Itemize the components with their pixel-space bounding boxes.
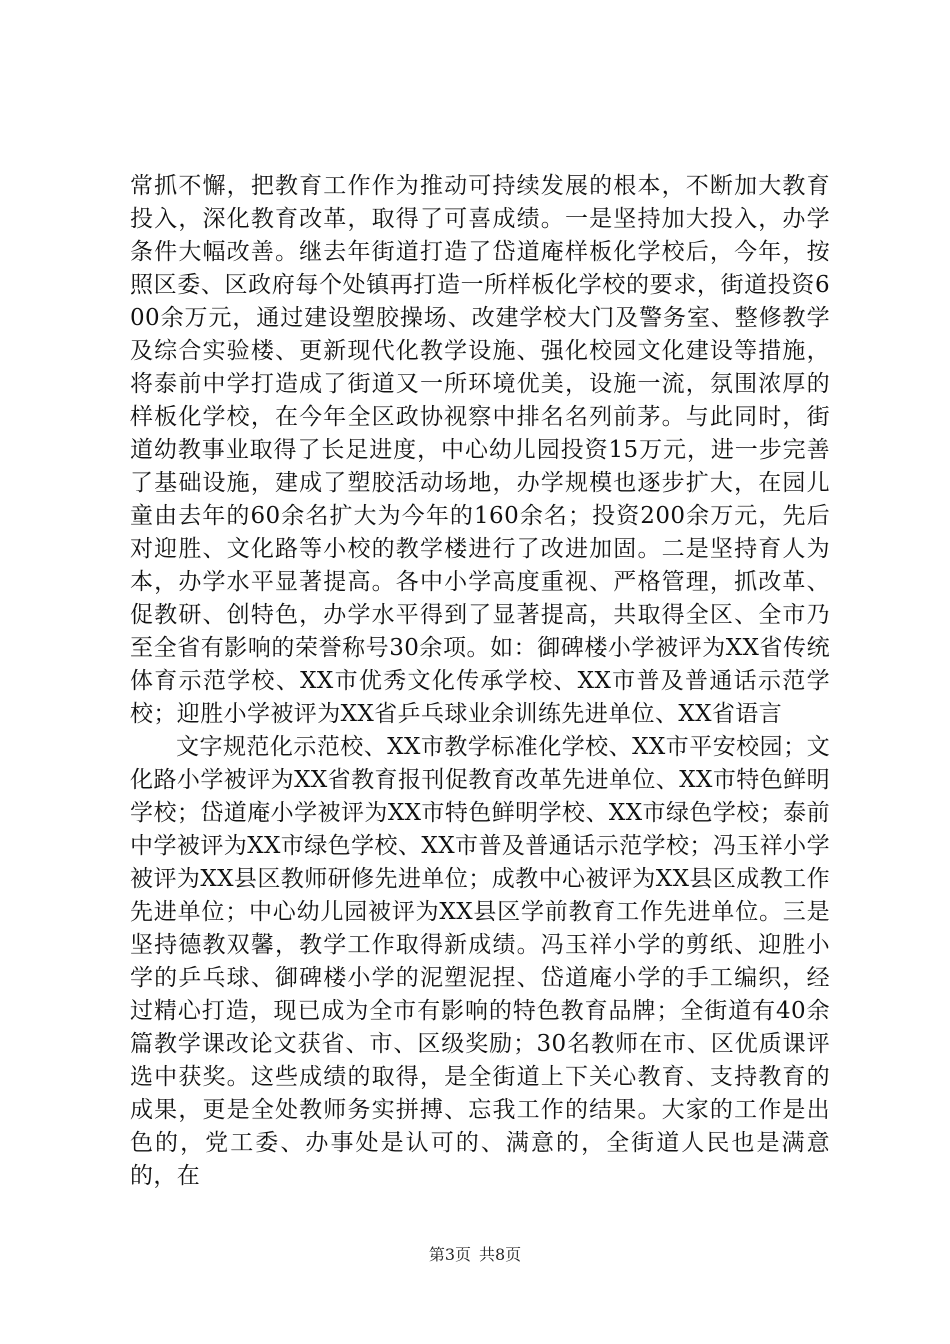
document-body — [130, 170, 830, 1193]
page-total: 共8页 — [479, 1245, 522, 1264]
paragraph-1: 常抓不懈，把教育工作作为推动可持续发展的根本，不断加大教育投入，深化教育改革，取得了可喜成绩。一是坚持加大投入，办学条件大幅改善。继去年街道打造了岱道庵样板化学校后，今年，按照区委、区政府每个处镇再打造一所样板化学校的要求，街道投资600余万元，通过建设塑胶操场、改建学校大门及警务室、整修教学及综合实验楼、更新现代化教学设施、强化校园文化建设等措施，将泰前中学打造成了街道又一所环境优美，设施一流，氛围浓厚的样板化学校，在今年全区政协视察中排名名列前茅。与此同时，街道幼教事业取得了长足进度，中心幼儿园投资15万元，进一步完善了基础设施，建成了塑胶活动场地，办学规模也逐步扩大，在园儿童由去年的60余名扩大为今年的160余名；投资200余万元，先后对迎胜、文化路等小校的教学楼进行了改进加固。二是坚持育人为本，办学水平显著提高。各中小学高度重视、严格管理，抓改革、促教研、创特色，办学水平得到了显著提高，共取得全区、全市乃至全省有影响的荣誉称号30余项。如：御碑楼小学被评为XX省传统体育示范学校、XX市优秀文化传承学校、XX市普及普通话示范学校；迎胜小学被评为XX省乒乓球业余训练先进单位、XX省语言 — [130, 173, 830, 727]
page-footer — [0, 1245, 950, 1265]
page-number: 第3页 — [428, 1245, 471, 1264]
paragraph-2: 文字规范化示范校、XX市教学标准化学校、XX市平安校园；文化路小学被评为XX省教育报刊促教育改革先进单位、XX市特色鲜明学校；岱道庵小学被评为XX市特色鲜明学校、XX市绿色学校；泰前中学被评为XX市绿色学校、XX市普及普通话示范学校；冯玉祥小学被评为XX县区教师研修先进单位；成教中心被评为XX县区成教工作先进单位；中心幼儿园被评为XX县区学前教育工作先进单位。三是坚持德教双馨，教学工作取得新成绩。冯玉祥小学的剪纸、迎胜小学的乒乓球、御碑楼小学的泥塑泥捏、岱道庵小学的手工编织，经过精心打造，现已成为全市有影响的特色教育品牌；全街道有40余篇教学课改论文获省、市、区级奖励；30名教师在市、区优质课评选中获奖。这些成绩的取得，是全街道上下关心教育、支持教育的成果，更是全处教师务实拼搏、忘我工作的结果。大家的工作是出色的，党工委、办事处是认可的、满意的，全街道人民也是满意的，在 — [130, 734, 830, 1189]
